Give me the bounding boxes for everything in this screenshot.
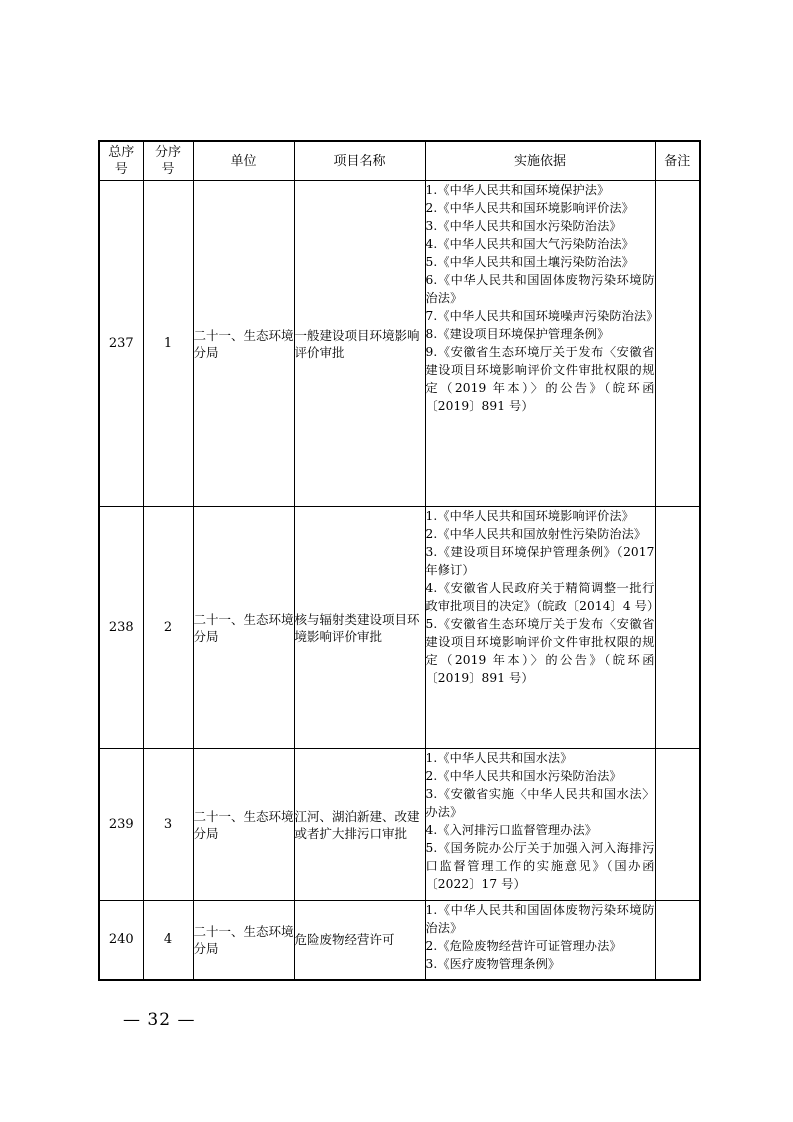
basis-cell <box>425 901 655 980</box>
basis-item: 3.《建设项目环境保护管理条例》（2017 年修订） <box>425 545 655 577</box>
basis-item: 4.《安徽省人民政府关于精简调整一批行政审批项目的决定》（皖政〔2014〕4 号） <box>425 581 660 613</box>
page-number: — 32 — <box>123 1010 196 1030</box>
basis-item: 5.《中华人民共和国土壤污染防治法》 <box>425 255 634 269</box>
unit-cell: 二十一、生态环境分局 <box>193 749 294 901</box>
project-name-cell: 危险废物经营许可 <box>294 901 425 980</box>
approval-items-table <box>98 140 701 981</box>
note-cell <box>655 181 700 507</box>
total-no-cell: 239 <box>99 749 143 901</box>
basis-item: 1.《中华人民共和国水法》 <box>425 751 573 765</box>
basis-item: 3.《医疗废物管理条例》 <box>425 957 561 971</box>
basis-cell <box>425 507 660 749</box>
note-cell <box>655 749 700 901</box>
basis-item: 4.《中华人民共和国大气污染防治法》 <box>425 237 634 251</box>
project-name-cell: 核与辐射类建设项目环境影响评价审批 <box>294 507 425 749</box>
basis-cell <box>425 181 659 507</box>
total-no-cell: 240 <box>99 901 143 980</box>
table-header-row <box>99 141 700 181</box>
basis-item: 1.《中华人民共和国固体废物污染环境防治法》 <box>425 903 655 935</box>
project-name-cell: 江河、湖泊新建、改建或者扩大排污口审批 <box>294 749 425 901</box>
basis-item: 5.《安徽省生态环境厅关于发布〈安徽省建设项目环境影响评价文件审批权限的规定（2019 年本）〉的公告》（皖环函〔2019〕891 号） <box>425 617 655 685</box>
header-note: 备注 <box>655 141 700 181</box>
header-basis: 实施依据 <box>425 141 655 181</box>
total-no-cell: 237 <box>99 181 143 507</box>
basis-item: 4.《入河排污口监督管理办法》 <box>425 823 598 837</box>
unit-cell: 二十一、生态环境分局 <box>193 507 294 749</box>
basis-item: 8.《建设项目环境保护管理条例》 <box>425 327 610 341</box>
basis-cell <box>425 749 655 901</box>
basis-item: 2.《中华人民共和国环境影响评价法》 <box>425 201 634 215</box>
basis-item: 2.《中华人民共和国放射性污染防治法》 <box>425 527 647 541</box>
basis-item: 5.《国务院办公厅关于加强入河入海排污口监督管理工作的实施意见》（国办函〔2022〕17 号） <box>425 841 655 891</box>
basis-item: 1.《中华人民共和国环境影响评价法》 <box>425 509 634 523</box>
basis-item: 2.《中华人民共和国水污染防治法》 <box>425 769 622 783</box>
total-no-cell: 238 <box>99 507 143 749</box>
basis-item: 3.《中华人民共和国水污染防治法》 <box>425 219 622 233</box>
unit-cell: 二十一、生态环境分局 <box>193 181 294 507</box>
table-row <box>99 749 700 901</box>
header-sub-no: 分序号 <box>143 141 193 181</box>
basis-item: 3.《安徽省实施〈中华人民共和国水法〉办法》 <box>425 787 655 819</box>
sub-no-cell: 2 <box>143 507 193 749</box>
project-name-cell: 一般建设项目环境影响评价审批 <box>294 181 425 507</box>
basis-item: 9.《安徽省生态环境厅关于发布〈安徽省建设项目环境影响评价文件审批权限的规定（2019 年本）〉的公告》（皖环函〔2019〕891 号） <box>425 345 655 413</box>
table-row <box>99 507 700 749</box>
table-row <box>99 901 700 980</box>
header-total-no: 总序号 <box>99 141 143 181</box>
note-cell <box>655 507 700 749</box>
header-project: 项目名称 <box>294 141 425 181</box>
header-unit: 单位 <box>193 141 294 181</box>
basis-item: 2.《危险废物经营许可证管理办法》 <box>425 939 622 953</box>
sub-no-cell: 1 <box>143 181 193 507</box>
table-row <box>99 181 700 507</box>
basis-item: 7.《中华人民共和国环境噪声污染防治法》 <box>425 309 659 323</box>
note-cell <box>655 901 700 980</box>
sub-no-cell: 3 <box>143 749 193 901</box>
basis-item: 6.《中华人民共和国固体废物污染环境防治法》 <box>425 273 655 305</box>
unit-cell: 二十一、生态环境分局 <box>193 901 294 980</box>
sub-no-cell: 4 <box>143 901 193 980</box>
basis-item: 1.《中华人民共和国环境保护法》 <box>425 183 610 197</box>
